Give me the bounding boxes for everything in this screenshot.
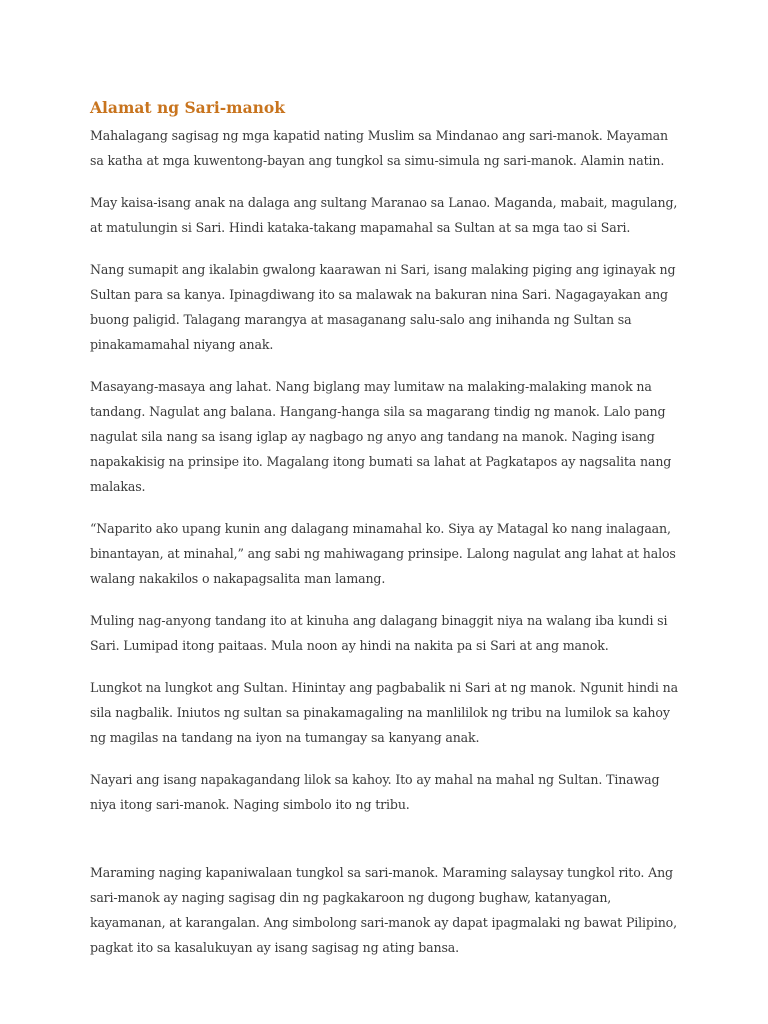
document-title: Alamat ng Sari-manok <box>90 98 285 117</box>
paragraph-5: “Naparito ako upang kunin ang dalagang minamahal ko. Siya ay Matagal ko nang inalagaan, binantayan, at minahal,” ang sabi ng mahiwagang prinsipe. Lalong nagulat ang lahat at halos walang nakakilos o nakapagsalita man lamang. <box>90 521 676 586</box>
paragraph-2: May kaisa-isang anak na dalaga ang sultang Maranao sa Lanao. Maganda, mabait, magulang, at matulungin si Sari. Hindi kataka-takang mapamahal sa Sultan at sa mga tao si Sari. <box>90 195 678 235</box>
paragraph-4: Masayang-masaya ang lahat. Nang biglang may lumitaw na malaking-malaking manok na tandang. Nagulat ang balana. Hangang-hanga sila sa magarang tindig ng manok. Lalo pang nagulat sila nang sa isang iglap ay nagbago ng anyo ang tandang na manok. Naging isang napakakisig na prinsipe ito. Magalang itong bumati sa lahat at Pagkatapos ay nagsalita nang malakas. <box>90 379 672 494</box>
paragraph-3: Nang sumapit ang ikalabin gwalong kaarawan ni Sari, isang malaking piging ang iginayak ng Sultan para sa kanya. Ipinagdiwang ito sa malawak na bakuran nina Sari. Nagagayakan ang buong paligid. Talagang marangya at masaganang salu-salo ang inihanda ng Sultan sa pinakamamahal niyang anak. <box>90 262 676 352</box>
paragraph-9: Maraming naging kapaniwalaan tungkol sa sari-manok. Maraming salaysay tungkol rito. Ang sari-manok ay naging sagisag din ng pagkakaroon ng dugong bughaw, katanyagan, kayamanan, at karangalan. Ang simbolong sari-manok ay dapat ipagmalaki ng bawat Pilipino, pagkat ito sa kasalukuyan ay isang sagisag ng ating bansa. <box>90 865 677 955</box>
paragraph-6: Muling nag-anyong tandang ito at kinuha ang dalagang binaggit niya na walang iba kundi si Sari. Lumipad itong paitaas. Mula noon ay hindi na nakita pa si Sari at ang manok. <box>90 613 668 653</box>
document-page <box>90 97 680 977</box>
paragraph-7: Lungkot na lungkot ang Sultan. Hinintay ang pagbabalik ni Sari at ng manok. Ngunit hindi na sila nagbalik. Iniutos ng sultan sa pinakamagaling na manlililok ng tribu na lumilok sa kahoy ng magilas na tandang na iyon na tumangay sa kanyang anak. <box>90 680 678 745</box>
paragraph-8: Nayari ang isang napakagandang lilok sa kahoy. Ito ay mahal na mahal ng Sultan. Tinawag niya itong sari-manok. Naging simbolo ito ng tribu. <box>90 772 660 812</box>
paragraph-1: Mahalagang sagisag ng mga kapatid nating Muslim sa Mindanao ang sari-manok. Mayaman sa katha at mga kuwentong-bayan ang tungkol sa simu-simula ng sari-manok. Alamin natin. <box>90 128 668 168</box>
